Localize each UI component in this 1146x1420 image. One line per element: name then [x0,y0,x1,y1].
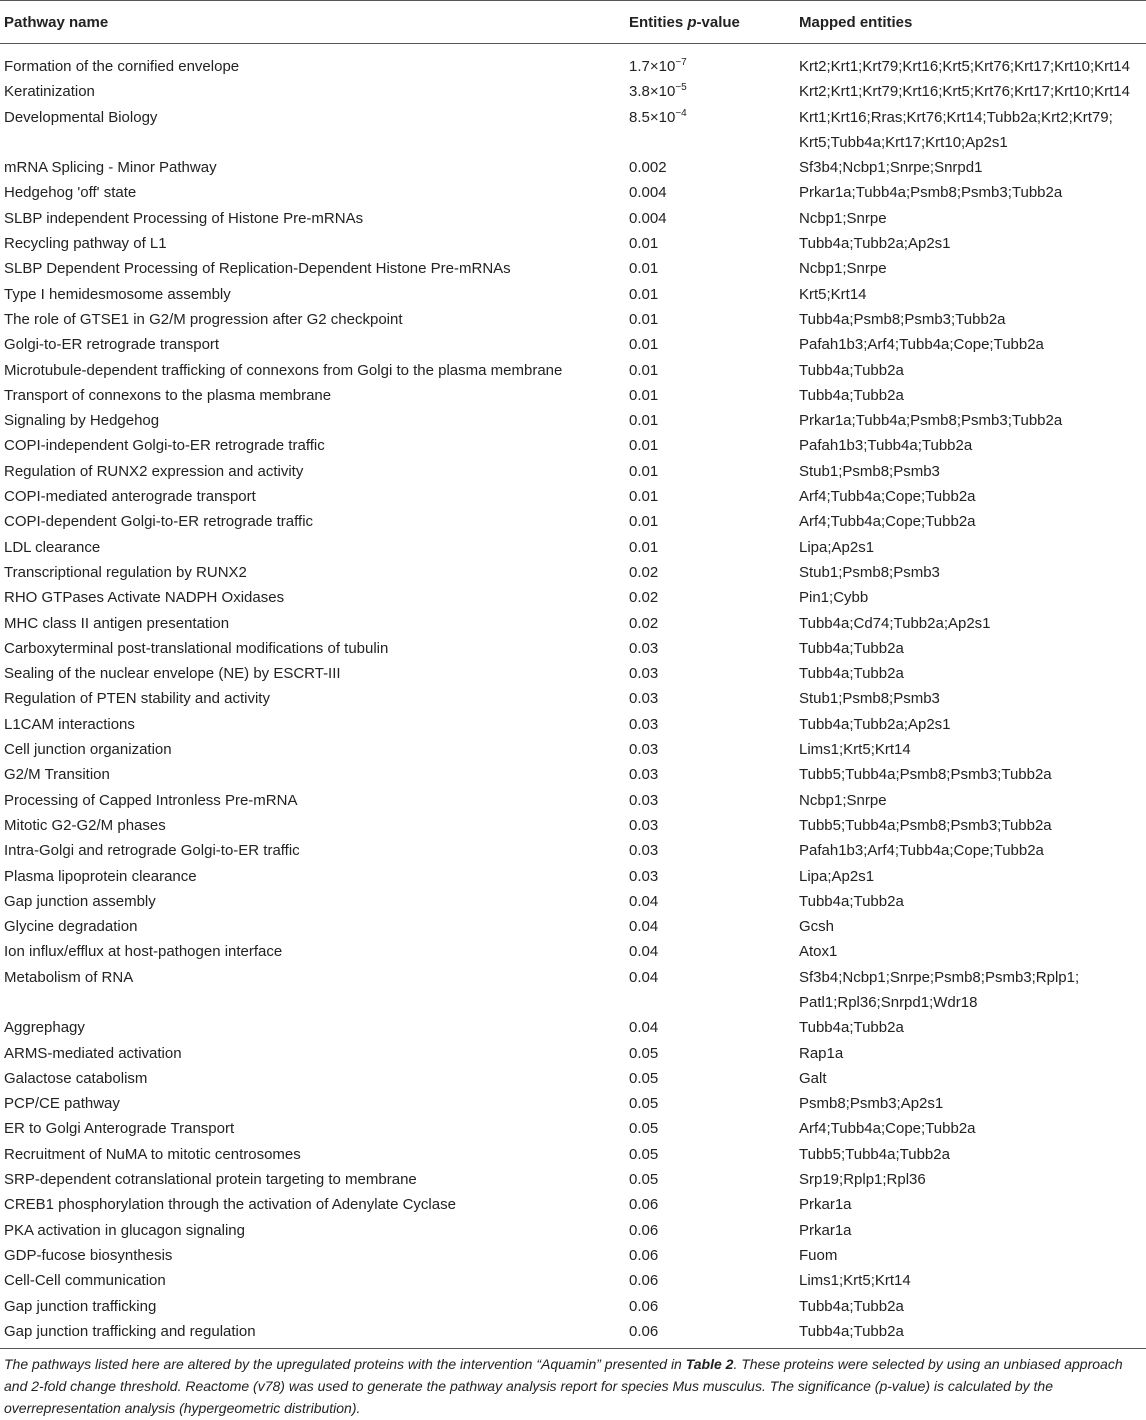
pvalue-cell: 0.04 [629,918,659,936]
pathway-name-cell: ER to Golgi Anterograde Transport [4,1120,235,1138]
pathway-name-cell: Regulation of RUNX2 expression and activity [4,462,304,480]
table-row [0,408,1146,433]
table-row [0,864,1146,889]
mapped-entities-cell: Tubb4a;Tubb2a;Ap2s1 [799,235,951,253]
pathway-name-cell: RHO GTPases Activate NADPH Oxidases [4,589,285,607]
table-row [0,535,1146,560]
mapped-entities-cell: Stub1;Psmb8;Psmb3 [799,563,940,581]
pathway-name-cell: Metabolism of RNA [4,968,134,986]
pathway-name-cell: Galactose catabolism [4,1069,148,1087]
pathway-name-cell: Transport of connexons to the plasma membrane [4,386,332,404]
table-row [0,1142,1146,1167]
pvalue-cell: 0.06 [629,1246,659,1264]
mapped-entities-cell: Tubb4a;Tubb2a;Ap2s1 [799,715,951,733]
mapped-entities-cell: Pafah1b3;Tubb4a;Tubb2a [799,437,973,455]
mapped-entities-cell: Tubb4a;Tubb2a [799,892,904,910]
pvalue-cell: 0.03 [629,741,659,759]
pvalue-cell: 0.002 [629,159,667,177]
table-row [0,206,1146,231]
pathway-name-cell: G2/M Transition [4,766,110,784]
pathway-name-cell: COPI-mediated anterograde transport [4,488,256,506]
pvalue-cell: 0.03 [629,665,659,683]
mapped-entities-cell: Fuom [799,1246,838,1264]
table-row [0,459,1146,484]
table-row [0,256,1146,281]
mapped-entities-cell: Prkar1a [799,1221,852,1239]
table-row [0,611,1146,636]
pvalue-cell: 0.04 [629,968,659,986]
mapped-entities-cell: Tubb4a;Tubb2a [799,665,904,683]
mapped-entities-cell: Tubb4a;Psmb8;Psmb3;Tubb2a [799,310,1006,328]
pathway-name-cell: Keratinization [4,83,95,101]
mapped-entities-cell: Tubb5;Tubb4a;Psmb8;Psmb3;Tubb2a [799,816,1052,834]
mapped-entities-cell: Lims1;Krt5;Krt14 [799,1272,911,1290]
pvalue-cell: 0.03 [629,715,659,733]
mapped-entities-cell: Tubb5;Tubb4a;Tubb2a [799,1145,950,1163]
table-row [0,1192,1146,1217]
table-row [0,79,1146,104]
pvalue-cell: 0.01 [629,412,659,430]
mapped-entities-cell: Pafah1b3;Arf4;Tubb4a;Cope;Tubb2a [799,842,1044,860]
mapped-entities-cell: Arf4;Tubb4a;Cope;Tubb2a [799,513,976,531]
table-row [0,509,1146,534]
mapped-entities-cell: Tubb5;Tubb4a;Psmb8;Psmb3;Tubb2a [799,766,1052,784]
pathway-name-cell: PCP/CE pathway [4,1095,120,1113]
mapped-entities-cell: Pin1;Cybb [799,589,869,607]
pathway-name-cell: L1CAM interactions [4,715,135,733]
pathway-name-cell: Sealing of the nuclear envelope (NE) by ESCRT-III [4,665,341,683]
pvalue-cell: 0.01 [629,437,659,455]
table-row [0,636,1146,661]
table-row [0,433,1146,458]
pvalue-cell: 0.05 [629,1044,659,1062]
pathway-name-cell: Developmental Biology [4,108,158,126]
mapped-entities-cell: Tubb4a;Tubb2a [799,386,904,404]
pathway-name-cell: Type I hemidesmosome assembly [4,285,231,303]
pathway-name-cell: Hedgehog 'off' state [4,184,137,202]
table-row [0,1268,1146,1293]
table-row [0,1066,1146,1091]
pathway-name-cell: SLBP Dependent Processing of Replication-Dependent Histone Pre-mRNAs [4,260,511,278]
pvalue-cell: 0.01 [629,386,659,404]
mapped-entities-cell: Tubb4a;Tubb2a [799,1297,904,1315]
mapped-entities-cell: Ncbp1;Snrpe [799,260,887,278]
pathway-name-cell: Gap junction trafficking [4,1297,157,1315]
pvalue-cell: 0.004 [629,184,667,202]
pathway-name-cell: Plasma lipoprotein clearance [4,867,197,885]
mapped-entities-cell: Stub1;Psmb8;Psmb3 [799,690,940,708]
pathway-name-cell: Golgi-to-ER retrograde transport [4,336,220,354]
pvalue-cell: 0.04 [629,1019,659,1037]
pvalue-cell: 0.01 [629,513,659,531]
pathway-name-cell: PKA activation in glucagon signaling [4,1221,245,1239]
table-row [0,282,1146,307]
table-row [0,813,1146,838]
table-row [0,560,1146,585]
mapped-entities-cell: Tubb4a;Tubb2a [799,361,904,379]
mapped-entities-cell: Galt [799,1069,827,1087]
mapped-entities-cell: Prkar1a [799,1196,852,1214]
pvalue-cell: 0.02 [629,614,659,632]
table-row [0,1243,1146,1268]
pathway-name-cell: Cell junction organization [4,741,172,759]
mapped-entities-cell: Prkar1a;Tubb4a;Psmb8;Psmb3;Tubb2a [799,412,1063,430]
pathway-name-cell: Ion influx/efflux at host-pathogen interface [4,943,283,961]
pathway-name-cell: Mitotic G2-G2/M phases [4,816,166,834]
mapped-entities-cell: Prkar1a;Tubb4a;Psmb8;Psmb3;Tubb2a [799,184,1063,202]
table-row [0,44,1146,80]
table-row [0,358,1146,383]
table-row [0,105,1146,156]
table-header [0,1,1146,44]
table-row [0,712,1146,737]
pathway-name-cell: Glycine degradation [4,918,138,936]
pvalue-cell: 0.03 [629,816,659,834]
pvalue-cell: 0.02 [629,589,659,607]
pathway-name-cell: SRP-dependent cotranslational protein targeting to membrane [4,1171,417,1189]
pathway-name-cell: SLBP independent Processing of Histone Pre-mRNAs [4,209,364,227]
mapped-entities-cell: Tubb4a;Tubb2a [795,1319,1146,1349]
pathway-name-cell: Cell-Cell communication [4,1272,166,1290]
table-row [0,1116,1146,1141]
pathway-name-cell: ARMS-mediated activation [4,1044,182,1062]
pathway-name-cell: COPI-independent Golgi-to-ER retrograde traffic [4,437,325,455]
table-row [0,762,1146,787]
pvalue-cell: 0.02 [629,563,659,581]
pathway-name-cell: Aggrephagy [4,1019,85,1037]
table-row [0,939,1146,964]
table-row [0,914,1146,939]
pvalue-cell: 0.03 [629,690,659,708]
pvalue-cell: 0.06 [629,1272,659,1290]
pathway-name-cell: Carboxyterminal post-translational modifications of tubulin [4,639,389,657]
mapped-entities-cell: Lipa;Ap2s1 [799,538,875,556]
pathway-name-cell: Processing of Capped Intronless Pre-mRNA [4,791,298,809]
pvalue-cell: 0.01 [629,285,659,303]
header-pvalue: Entities p-value [625,1,795,44]
mapped-entities-cell: Arf4;Tubb4a;Cope;Tubb2a [799,488,976,506]
pathway-name-cell: Microtubule-dependent trafficking of connexons from Golgi to the plasma membrane [4,361,563,379]
pvalue-cell: 0.01 [629,488,659,506]
mapped-entities-cell: Ncbp1;Snrpe [799,209,887,227]
mapped-entities-cell: Lipa;Ap2s1 [799,867,875,885]
pvalue-cell: 0.01 [629,538,659,556]
table-row [0,1041,1146,1066]
pathway-name-cell: Gap junction assembly [4,892,156,910]
pvalue-cell: 0.05 [629,1095,659,1113]
table-row [0,1091,1146,1116]
pvalue-cell: 0.05 [629,1120,659,1138]
mapped-entities-cell: Ncbp1;Snrpe [799,791,887,809]
pathway-name-cell: LDL clearance [4,538,101,556]
pvalue-cell: 0.01 [629,336,659,354]
table-row [0,155,1146,180]
mapped-entities-cell: Sf3b4;Ncbp1;Snrpe;Snrpd1 [799,159,983,177]
mapped-entities-cell: Krt5;Krt14 [799,285,867,303]
pvalue-cell: 0.03 [629,791,659,809]
table-row [0,1294,1146,1319]
mapped-entities-cell: Krt2;Krt1;Krt79;Krt16;Krt5;Krt76;Krt17;Krt10;Krt14 [799,83,1130,101]
pathway-name-cell: Formation of the cornified envelope [4,58,240,75]
pathway-name-cell: Signaling by Hedgehog [4,412,160,430]
table-body [0,44,1146,1349]
mapped-entities-cell: Pafah1b3;Arf4;Tubb4a;Cope;Tubb2a [799,336,1044,354]
mapped-entities-cell: Arf4;Tubb4a;Cope;Tubb2a [799,1120,976,1138]
header-pathway-name: Pathway name [0,1,625,44]
pvalue-cell: 0.01 [629,235,659,253]
pvalue-cell: 0.04 [629,943,659,961]
table-row [0,307,1146,332]
pvalue-cell: 0.03 [629,766,659,784]
table-row [0,383,1146,408]
pvalue-cell: 0.06 [629,1297,659,1315]
pvalue-cell: 0.01 [629,310,659,328]
mapped-entities-cell: Rap1a [799,1044,844,1062]
pvalue-cell: $1.7\times 10^{-7}$ [629,57,687,75]
table-row [0,1015,1146,1040]
pvalue-cell: 0.03 [629,867,659,885]
pathway-name-cell: MHC class II antigen presentation [4,614,230,632]
mapped-entities-cell: Lims1;Krt5;Krt14 [799,741,911,759]
table-row [0,332,1146,357]
pathway-name-cell: GDP-fucose biosynthesis [4,1246,173,1264]
pathway-name-cell: Transcriptional regulation by RUNX2 [4,563,247,581]
mapped-entities-cell: Sf3b4;Ncbp1;Snrpe;Psmb8;Psmb3;Rplp1; Patl1;Rpl36;Snrpd1;Wdr18 [799,968,1080,1011]
table-row [0,788,1146,813]
pvalue-cell: 0.06 [629,1196,659,1214]
table-row [0,1218,1146,1243]
pathway-name-cell: Regulation of PTEN stability and activity [4,690,270,708]
pvalue-cell: $3.8\times 10^{-5}$ [629,82,687,101]
mapped-entities-cell: Atox1 [799,943,838,961]
pathway-name-cell: Intra-Golgi and retrograde Golgi-to-ER traffic [4,842,300,860]
pathway-name-cell: CREB1 phosphorylation through the activation of Adenylate Cyclase [4,1196,456,1214]
mapped-entities-cell: Stub1;Psmb8;Psmb3 [799,462,940,480]
pvalue-cell: 0.05 [629,1069,659,1087]
table-row [0,661,1146,686]
pathway-name-cell: mRNA Splicing - Minor Pathway [4,159,217,177]
table-row [0,965,1146,1016]
pvalue-cell: 0.03 [629,639,659,657]
pvalue-cell: 0.01 [629,361,659,379]
pvalue-cell: 0.05 [629,1171,659,1189]
mapped-entities-cell: Srp19;Rplp1;Rpl36 [799,1171,926,1189]
table-row [0,484,1146,509]
table-row [0,180,1146,205]
pvalue-cell: 0.04 [629,892,659,910]
pathway-name-cell: The role of GTSE1 in G2/M progression after G2 checkpoint [4,310,403,328]
mapped-entities-cell: Tubb4a;Tubb2a [799,639,904,657]
pvalue-cell: $8.5\times 10^{-4}$ [629,107,687,126]
pvalue-cell: 0.06 [629,1221,659,1239]
pvalue-cell: 0.06 [625,1319,795,1349]
table-footnote: The pathways listed here are altered by the upregulated proteins with the intervention “Aquamin” presented in Table 2. These proteins were selected by using an unbiased approach and 2-fold change threshold. Reactome (v78) was used to generate the pathway analysis report for species Mus musculus. The significance (p-value) is calculated by the overrepresentation analysis (hypergeometric distribution). [4,1356,1123,1417]
pathway-name-cell: Gap junction trafficking and regulation [0,1319,625,1349]
mapped-entities-cell: Tubb4a;Tubb2a [799,1019,904,1037]
mapped-entities-cell: Psmb8;Psmb3;Ap2s1 [799,1095,944,1113]
mapped-entities-cell: Krt1;Krt16;Rras;Krt76;Krt14;Tubb2a;Krt2;Krt79; Krt5;Tubb4a;Krt17;Krt10;Ap2s1 [799,108,1113,151]
pathway-name-cell: Recycling pathway of L1 [4,235,167,253]
pathway-name-cell: Recruitment of NuMA to mitotic centrosomes [4,1145,301,1163]
table-row [0,1167,1146,1192]
mapped-entities-cell: Gcsh [799,918,835,936]
pvalue-cell: 0.004 [629,209,667,227]
mapped-entities-cell: Krt2;Krt1;Krt79;Krt16;Krt5;Krt76;Krt17;Krt10;Krt14 [799,58,1130,75]
table-row [0,737,1146,762]
table-row [0,231,1146,256]
table-row [0,686,1146,711]
table-row [0,585,1146,610]
table-row [0,1319,1146,1349]
table-row [0,838,1146,863]
pvalue-cell: 0.03 [629,842,659,860]
pvalue-cell: 0.01 [629,462,659,480]
pvalue-cell: 0.05 [629,1145,659,1163]
pathway-name-cell: COPI-dependent Golgi-to-ER retrograde traffic [4,513,314,531]
pvalue-cell: 0.01 [629,260,659,278]
table-row [0,889,1146,914]
mapped-entities-cell: Tubb4a;Cd74;Tubb2a;Ap2s1 [799,614,991,632]
header-mapped-entities: Mapped entities [795,1,1146,44]
